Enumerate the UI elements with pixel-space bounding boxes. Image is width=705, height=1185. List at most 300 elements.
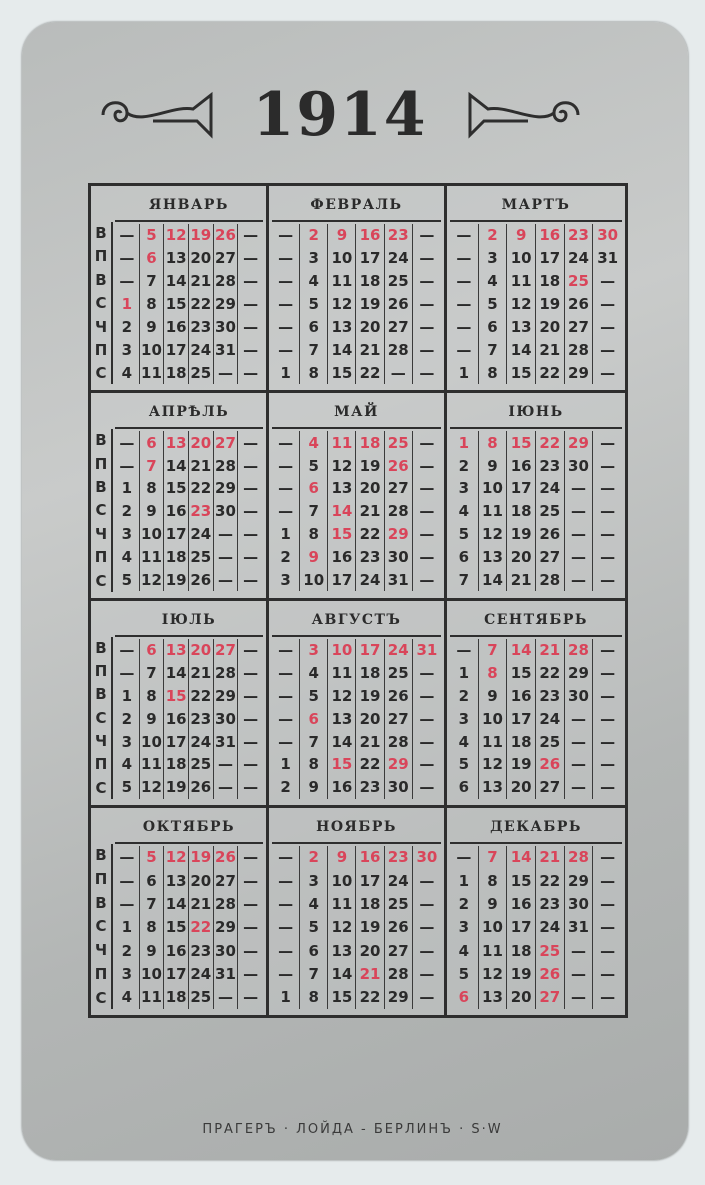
day-cell: 27 bbox=[214, 247, 239, 270]
day-cell: 7 bbox=[140, 270, 165, 293]
month-days bbox=[115, 639, 263, 799]
weekday-label: С bbox=[95, 364, 107, 383]
day-cell: 25 bbox=[189, 986, 214, 1009]
day-cell: — bbox=[243, 249, 259, 268]
day-cell: 10 bbox=[140, 730, 165, 753]
day-cell: — bbox=[115, 431, 140, 454]
weekday-label: Ч bbox=[94, 524, 108, 543]
month-days bbox=[272, 224, 441, 384]
day-cell: 27 bbox=[214, 869, 239, 892]
day-cell: 19 bbox=[164, 569, 189, 592]
day-cell: — bbox=[600, 571, 616, 590]
day-cell: 24 bbox=[189, 338, 214, 361]
month-name: ОКТЯБРЬ bbox=[115, 812, 263, 844]
day-cell: 20 bbox=[356, 316, 384, 339]
day-cell: 28 bbox=[214, 270, 239, 293]
weekday-label: В bbox=[95, 270, 107, 289]
day-cell: — bbox=[419, 363, 435, 382]
day-cell: 29 bbox=[565, 361, 594, 384]
weekday-label: П bbox=[94, 965, 108, 984]
day-cell: 29 bbox=[214, 293, 239, 316]
day-cell: 5 bbox=[450, 523, 479, 546]
day-cell: — bbox=[565, 986, 594, 1009]
month-name: ІЮНЬ bbox=[450, 397, 622, 429]
day-cell: 2 bbox=[115, 316, 140, 339]
day-cell: 22 bbox=[356, 523, 384, 546]
month-block bbox=[269, 186, 447, 393]
day-cell: 2 bbox=[300, 846, 328, 869]
day-cell: 25 bbox=[189, 361, 214, 384]
day-cell: 14 bbox=[328, 338, 356, 361]
day-cell: 8 bbox=[140, 477, 165, 500]
weekday-label: С bbox=[95, 708, 107, 727]
day-cell: — bbox=[450, 338, 479, 361]
day-cell: 26 bbox=[214, 224, 239, 247]
left-scroll-ornament-icon bbox=[93, 85, 223, 145]
day-cell: 16 bbox=[507, 892, 536, 915]
day-cell: 8 bbox=[140, 293, 165, 316]
month-block bbox=[269, 393, 447, 600]
month-name: АПРѢЛЬ bbox=[115, 397, 263, 429]
weekday-column bbox=[91, 429, 113, 591]
day-cell: — bbox=[115, 869, 140, 892]
weekday-label: П bbox=[94, 340, 108, 359]
day-cell: 24 bbox=[565, 247, 594, 270]
day-cell: 30 bbox=[214, 707, 239, 730]
month-block bbox=[447, 808, 625, 1015]
day-cell: — bbox=[272, 730, 300, 753]
day-cell: — bbox=[600, 755, 616, 774]
day-cell: 2 bbox=[479, 224, 508, 247]
weekday-label: В bbox=[95, 893, 107, 912]
day-cell: 6 bbox=[450, 986, 479, 1009]
day-cell: — bbox=[450, 316, 479, 339]
day-cell: 21 bbox=[189, 270, 214, 293]
day-cell: 24 bbox=[189, 730, 214, 753]
day-cell: 20 bbox=[189, 869, 214, 892]
day-cell: 5 bbox=[140, 224, 165, 247]
day-cell: — bbox=[565, 753, 594, 776]
day-cell: — bbox=[272, 939, 300, 962]
day-cell: 26 bbox=[214, 846, 239, 869]
day-cell: 13 bbox=[479, 776, 508, 799]
day-cell: 8 bbox=[140, 916, 165, 939]
day-cell: 16 bbox=[356, 846, 384, 869]
month-name: МАЙ bbox=[272, 397, 441, 429]
day-cell: 17 bbox=[507, 707, 536, 730]
day-cell: 1 bbox=[450, 661, 479, 684]
month-name: ІЮЛЬ bbox=[115, 605, 263, 637]
day-cell: — bbox=[419, 895, 435, 914]
day-cell: — bbox=[565, 523, 594, 546]
day-cell: 16 bbox=[164, 939, 189, 962]
day-cell: — bbox=[565, 707, 594, 730]
day-cell: — bbox=[243, 571, 259, 590]
day-cell: 30 bbox=[214, 939, 239, 962]
month-name: НОЯБРЬ bbox=[272, 812, 441, 844]
month-block bbox=[447, 393, 625, 600]
month-block bbox=[91, 808, 269, 1015]
day-cell: 6 bbox=[450, 546, 479, 569]
day-cell: 19 bbox=[356, 684, 384, 707]
day-cell: — bbox=[419, 548, 435, 567]
day-cell: 30 bbox=[565, 454, 594, 477]
weekday-label: Ч bbox=[94, 941, 108, 960]
day-cell: — bbox=[272, 916, 300, 939]
day-cell: 14 bbox=[164, 454, 189, 477]
day-cell: 18 bbox=[356, 892, 384, 915]
day-cell: 30 bbox=[385, 546, 413, 569]
day-cell: — bbox=[243, 295, 259, 314]
day-cell: — bbox=[243, 988, 259, 1007]
day-cell: 20 bbox=[189, 431, 214, 454]
day-cell: 1 bbox=[115, 477, 140, 500]
weekday-label: П bbox=[94, 548, 108, 567]
day-cell: 6 bbox=[300, 707, 328, 730]
day-cell: 9 bbox=[479, 684, 508, 707]
day-cell: — bbox=[450, 224, 479, 247]
day-cell: 13 bbox=[164, 869, 189, 892]
day-cell: 3 bbox=[450, 707, 479, 730]
day-cell: — bbox=[243, 363, 259, 382]
weekday-label: П bbox=[94, 454, 108, 473]
day-cell: 5 bbox=[300, 293, 328, 316]
day-cell: 6 bbox=[479, 316, 508, 339]
day-cell: 9 bbox=[140, 316, 165, 339]
day-cell: 18 bbox=[507, 730, 536, 753]
day-cell: — bbox=[115, 224, 140, 247]
day-cell: 2 bbox=[115, 707, 140, 730]
day-cell: 4 bbox=[300, 661, 328, 684]
day-cell: 21 bbox=[189, 454, 214, 477]
day-cell: — bbox=[419, 686, 435, 705]
day-cell: 1 bbox=[272, 986, 300, 1009]
day-cell: 22 bbox=[356, 986, 384, 1009]
day-cell: — bbox=[450, 846, 479, 869]
day-cell: 21 bbox=[356, 730, 384, 753]
day-cell: — bbox=[450, 270, 479, 293]
day-cell: — bbox=[272, 639, 300, 662]
day-cell: 17 bbox=[356, 639, 384, 662]
day-cell: 14 bbox=[328, 500, 356, 523]
day-cell: 23 bbox=[356, 546, 384, 569]
day-cell: 28 bbox=[565, 846, 594, 869]
day-cell: 12 bbox=[328, 916, 356, 939]
day-cell: 16 bbox=[507, 684, 536, 707]
day-cell: — bbox=[419, 479, 435, 498]
month-block bbox=[269, 808, 447, 1015]
day-cell: — bbox=[243, 965, 259, 983]
day-cell: — bbox=[243, 732, 259, 751]
weekday-column bbox=[91, 222, 113, 384]
day-cell: 2 bbox=[450, 454, 479, 477]
day-cell: 28 bbox=[565, 639, 594, 662]
day-cell: 24 bbox=[356, 569, 384, 592]
day-cell: — bbox=[272, 293, 300, 316]
day-cell: 5 bbox=[300, 916, 328, 939]
day-cell: — bbox=[600, 272, 616, 291]
month-days bbox=[272, 639, 441, 799]
day-cell: 18 bbox=[507, 939, 536, 962]
day-cell: 30 bbox=[214, 316, 239, 339]
day-cell: 15 bbox=[507, 361, 536, 384]
weekday-label: В bbox=[95, 431, 107, 450]
day-cell: 10 bbox=[479, 916, 508, 939]
day-cell: 26 bbox=[536, 962, 565, 985]
day-cell: 1 bbox=[272, 753, 300, 776]
month-block bbox=[91, 186, 269, 393]
day-cell: 11 bbox=[479, 500, 508, 523]
day-cell: — bbox=[600, 686, 616, 705]
day-cell: 5 bbox=[115, 776, 140, 799]
day-cell: — bbox=[419, 272, 435, 291]
day-cell: 11 bbox=[479, 939, 508, 962]
month-days bbox=[450, 639, 622, 799]
day-cell: 10 bbox=[479, 707, 508, 730]
day-cell: 25 bbox=[189, 753, 214, 776]
day-cell: 8 bbox=[479, 869, 508, 892]
day-cell: 14 bbox=[164, 661, 189, 684]
day-cell: 24 bbox=[189, 523, 214, 546]
day-cell: — bbox=[272, 431, 300, 454]
day-cell: 15 bbox=[328, 361, 356, 384]
day-cell: 10 bbox=[328, 639, 356, 662]
day-cell: — bbox=[600, 709, 616, 728]
printer-footer: ПРАГЕРЪ · ЛОЙДА - БЕРЛИНЪ · S·W bbox=[202, 1122, 503, 1137]
day-cell: — bbox=[272, 500, 300, 523]
day-cell: 26 bbox=[385, 684, 413, 707]
weekday-label: В bbox=[95, 224, 107, 242]
day-cell: — bbox=[600, 732, 616, 751]
day-cell: — bbox=[419, 456, 435, 475]
day-cell: — bbox=[600, 525, 616, 544]
day-cell: 3 bbox=[300, 639, 328, 662]
day-cell: 20 bbox=[189, 639, 214, 662]
weekday-label: С bbox=[95, 501, 107, 520]
day-cell: 26 bbox=[189, 776, 214, 799]
day-cell: 19 bbox=[164, 776, 189, 799]
day-cell: 11 bbox=[328, 661, 356, 684]
day-cell: — bbox=[243, 318, 259, 336]
day-cell: 18 bbox=[536, 270, 565, 293]
day-cell: 6 bbox=[140, 869, 165, 892]
day-cell: 28 bbox=[214, 454, 239, 477]
day-cell: — bbox=[419, 571, 435, 590]
day-cell: 1 bbox=[450, 431, 479, 454]
day-cell: — bbox=[419, 502, 435, 521]
day-cell: 13 bbox=[328, 707, 356, 730]
day-cell: 15 bbox=[164, 684, 189, 707]
day-cell: 6 bbox=[300, 477, 328, 500]
year-header bbox=[60, 70, 620, 160]
month-days bbox=[450, 224, 622, 384]
day-cell: 30 bbox=[565, 684, 594, 707]
month-name: МАРТЪ bbox=[450, 190, 622, 222]
day-cell: 1 bbox=[115, 293, 140, 316]
day-cell: 24 bbox=[536, 477, 565, 500]
day-cell: 2 bbox=[272, 546, 300, 569]
day-cell: — bbox=[115, 454, 140, 477]
day-cell: — bbox=[450, 293, 479, 316]
day-cell: 18 bbox=[164, 546, 189, 569]
day-cell: 17 bbox=[356, 869, 384, 892]
day-cell: 31 bbox=[214, 338, 239, 361]
day-cell: — bbox=[419, 709, 435, 728]
day-cell: 1 bbox=[450, 869, 479, 892]
month-name: АВГУСТЪ bbox=[272, 605, 441, 637]
day-cell: — bbox=[565, 730, 594, 753]
day-cell: 17 bbox=[356, 247, 384, 270]
day-cell: 10 bbox=[328, 247, 356, 270]
day-cell: 14 bbox=[328, 962, 356, 985]
day-cell: 18 bbox=[507, 500, 536, 523]
day-cell: 9 bbox=[140, 500, 165, 523]
day-cell: 12 bbox=[479, 753, 508, 776]
day-cell: 22 bbox=[536, 431, 565, 454]
day-cell: 1 bbox=[115, 684, 140, 707]
day-cell: — bbox=[600, 318, 616, 336]
right-scroll-ornament-icon bbox=[458, 85, 588, 145]
day-cell: 10 bbox=[140, 338, 165, 361]
weekday-column bbox=[91, 844, 113, 1009]
day-cell: — bbox=[272, 707, 300, 730]
day-cell: 9 bbox=[300, 546, 328, 569]
day-cell: 10 bbox=[328, 869, 356, 892]
day-cell: 20 bbox=[507, 776, 536, 799]
day-cell: 26 bbox=[385, 293, 413, 316]
day-cell: — bbox=[419, 941, 435, 960]
day-cell: 1 bbox=[115, 916, 140, 939]
day-cell: 27 bbox=[385, 707, 413, 730]
day-cell: 3 bbox=[479, 247, 508, 270]
day-cell: — bbox=[419, 525, 435, 544]
day-cell: 2 bbox=[450, 684, 479, 707]
day-cell: 5 bbox=[300, 684, 328, 707]
month-block bbox=[91, 393, 269, 600]
day-cell: 15 bbox=[328, 753, 356, 776]
day-cell: 6 bbox=[450, 776, 479, 799]
day-cell: 11 bbox=[479, 730, 508, 753]
day-cell: 9 bbox=[300, 776, 328, 799]
weekday-label: Ч bbox=[94, 317, 108, 336]
day-cell: 29 bbox=[385, 753, 413, 776]
day-cell: 19 bbox=[507, 753, 536, 776]
day-cell: 15 bbox=[507, 431, 536, 454]
day-cell: 4 bbox=[479, 270, 508, 293]
calendar-grid bbox=[88, 183, 628, 1018]
day-cell: — bbox=[243, 918, 259, 937]
day-cell: 2 bbox=[115, 500, 140, 523]
day-cell: 20 bbox=[356, 707, 384, 730]
day-cell: 5 bbox=[450, 753, 479, 776]
day-cell: — bbox=[243, 272, 259, 291]
day-cell: 23 bbox=[536, 454, 565, 477]
day-cell: 18 bbox=[356, 661, 384, 684]
day-cell: — bbox=[272, 661, 300, 684]
weekday-label: С bbox=[95, 778, 107, 797]
day-cell: 21 bbox=[356, 962, 384, 985]
day-cell: 22 bbox=[536, 361, 565, 384]
day-cell: 31 bbox=[416, 640, 438, 659]
day-cell: 21 bbox=[189, 661, 214, 684]
day-cell: 30 bbox=[385, 776, 413, 799]
day-cell: — bbox=[600, 456, 616, 475]
day-cell: 24 bbox=[536, 707, 565, 730]
day-cell: 19 bbox=[189, 224, 214, 247]
month-days bbox=[450, 846, 622, 1009]
day-cell: — bbox=[214, 361, 239, 384]
day-cell: 29 bbox=[385, 523, 413, 546]
day-cell: — bbox=[600, 848, 616, 867]
day-cell: — bbox=[272, 477, 300, 500]
day-cell: 14 bbox=[507, 639, 536, 662]
calendar-year: 1914 bbox=[252, 80, 428, 150]
day-cell: 13 bbox=[507, 316, 536, 339]
day-cell: — bbox=[419, 918, 435, 937]
day-cell: 16 bbox=[507, 454, 536, 477]
day-cell: 31 bbox=[385, 569, 413, 592]
day-cell: 19 bbox=[536, 293, 565, 316]
day-cell: 12 bbox=[507, 293, 536, 316]
day-cell: 11 bbox=[140, 361, 165, 384]
weekday-label: С bbox=[95, 917, 107, 936]
day-cell: — bbox=[272, 892, 300, 915]
day-cell: 31 bbox=[214, 730, 239, 753]
day-cell: 21 bbox=[536, 846, 565, 869]
day-cell: — bbox=[450, 247, 479, 270]
day-cell: 3 bbox=[115, 962, 140, 985]
day-cell: 19 bbox=[189, 846, 214, 869]
day-cell: 12 bbox=[328, 293, 356, 316]
day-cell: 16 bbox=[164, 316, 189, 339]
day-cell: 24 bbox=[385, 869, 413, 892]
day-cell: 23 bbox=[536, 684, 565, 707]
day-cell: 6 bbox=[300, 316, 328, 339]
day-cell: 21 bbox=[356, 500, 384, 523]
day-cell: 17 bbox=[536, 247, 565, 270]
day-cell: 15 bbox=[164, 477, 189, 500]
day-cell: 6 bbox=[140, 639, 165, 662]
day-cell: 3 bbox=[115, 730, 140, 753]
day-cell: 26 bbox=[565, 293, 594, 316]
month-days bbox=[115, 846, 263, 1009]
day-cell: 2 bbox=[450, 892, 479, 915]
day-cell: 25 bbox=[385, 431, 413, 454]
day-cell: — bbox=[272, 316, 300, 339]
day-cell: — bbox=[272, 962, 300, 985]
day-cell: 14 bbox=[507, 338, 536, 361]
day-cell: — bbox=[565, 546, 594, 569]
day-cell: 11 bbox=[328, 431, 356, 454]
day-cell: 10 bbox=[507, 247, 536, 270]
day-cell: 3 bbox=[300, 247, 328, 270]
day-cell: 15 bbox=[328, 986, 356, 1009]
day-cell: 7 bbox=[300, 338, 328, 361]
day-cell: — bbox=[243, 871, 259, 890]
day-cell: — bbox=[600, 363, 616, 382]
day-cell: 12 bbox=[164, 846, 189, 869]
day-cell: — bbox=[600, 340, 616, 359]
day-cell: 23 bbox=[189, 316, 214, 339]
day-cell: 27 bbox=[385, 939, 413, 962]
day-cell: 29 bbox=[214, 684, 239, 707]
day-cell: 24 bbox=[385, 639, 413, 662]
day-cell: 12 bbox=[328, 454, 356, 477]
day-cell: 8 bbox=[300, 361, 328, 384]
day-cell: 4 bbox=[115, 546, 140, 569]
day-cell: 26 bbox=[536, 523, 565, 546]
day-cell: — bbox=[600, 918, 616, 937]
